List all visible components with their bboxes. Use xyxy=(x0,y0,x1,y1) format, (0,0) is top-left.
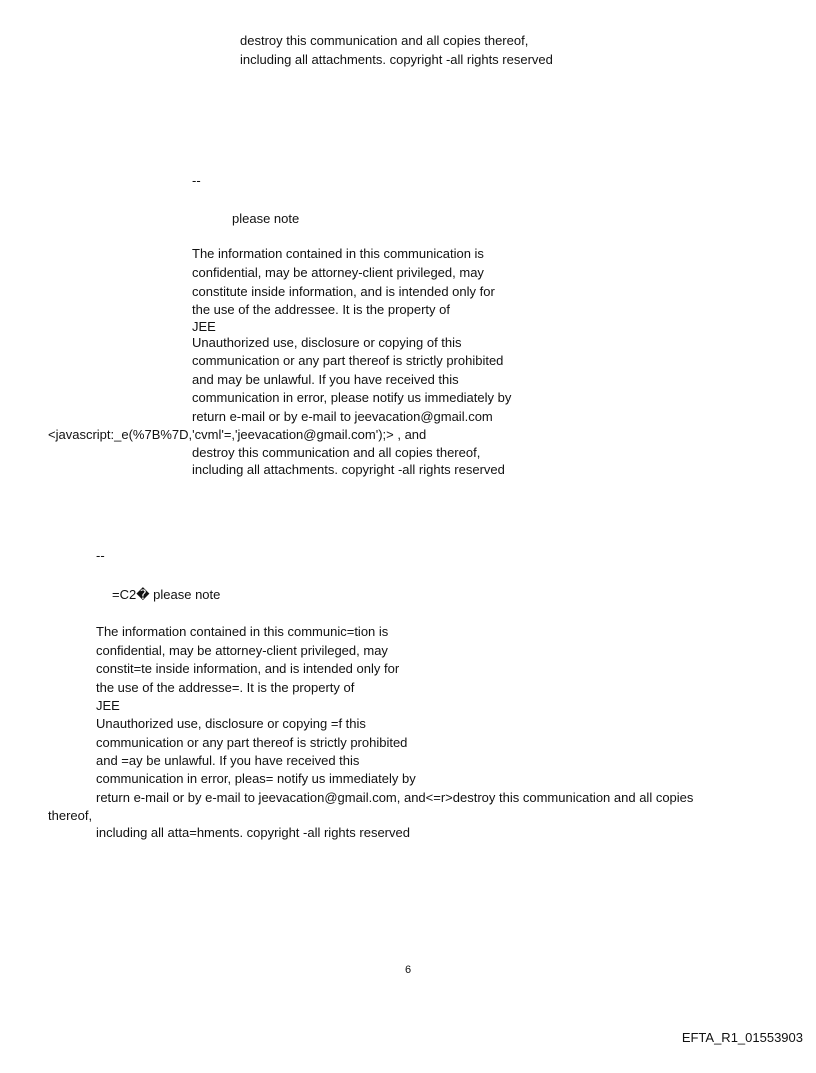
text-line: communication in error, pleas= notify us immediately by xyxy=(96,771,416,786)
text-line: <javascript:_e(%7B%7D,'cvml'=,'jeevacation@gmail.com');> , and xyxy=(48,427,427,442)
text-line: constitute inside information, and is intended only for xyxy=(192,284,495,299)
text-line: including all attachments. copyright -all rights reserved xyxy=(192,462,505,477)
separator: -- xyxy=(96,548,105,563)
text-line: Unauthorized use, disclosure or copying of this xyxy=(192,335,462,350)
text-line: and may be unlawful. If you have received this xyxy=(192,372,459,387)
note-heading: =C2� please note xyxy=(112,587,221,602)
text-line: constit=te inside information, and is intended only for xyxy=(96,661,400,676)
text-line: destroy this communication and all copies thereof, xyxy=(192,445,481,460)
note-heading: please note xyxy=(232,211,300,226)
text-line: the use of the addresse=. It is the property of xyxy=(96,680,355,695)
text-line: the use of the addressee. It is the property of xyxy=(192,302,450,317)
text-line: including all atta=hments. copyright -all rights reserved xyxy=(96,825,410,840)
text-line: return e-mail or by e-mail to jeevacation@gmail.com xyxy=(192,409,493,424)
text-line: communication or any part thereof is strictly prohibited xyxy=(192,353,504,368)
text-line: The information contained in this communication is xyxy=(192,246,484,261)
text-line: communication in error, please notify us immediately by xyxy=(192,390,512,405)
document-id: EFTA_R1_01553903 xyxy=(681,1030,803,1045)
text-line: Unauthorized use, disclosure or copying =f this xyxy=(96,716,366,731)
text-line: confidential, may be attorney-client privileged, may xyxy=(96,643,388,658)
text-line: including all attachments. copyright -all rights reserved xyxy=(240,52,553,67)
text-line: return e-mail or by e-mail to jeevacation@gmail.com, and<=r>destroy this communication and all copies xyxy=(96,790,694,805)
page-number: 6 xyxy=(404,964,412,976)
text-line: JEE xyxy=(96,698,120,713)
text-line: and =ay be unlawful. If you have received this xyxy=(96,753,360,768)
text-line: confidential, may be attorney-client privileged, may xyxy=(192,265,484,280)
text-line: destroy this communication and all copies thereof, xyxy=(240,33,529,48)
text-line: JEE xyxy=(192,319,216,334)
separator: -- xyxy=(192,173,201,188)
text-line: thereof, xyxy=(48,808,93,823)
text-line: The information contained in this communic=tion is xyxy=(96,624,389,639)
text-line: communication or any part thereof is strictly prohibited xyxy=(96,735,408,750)
